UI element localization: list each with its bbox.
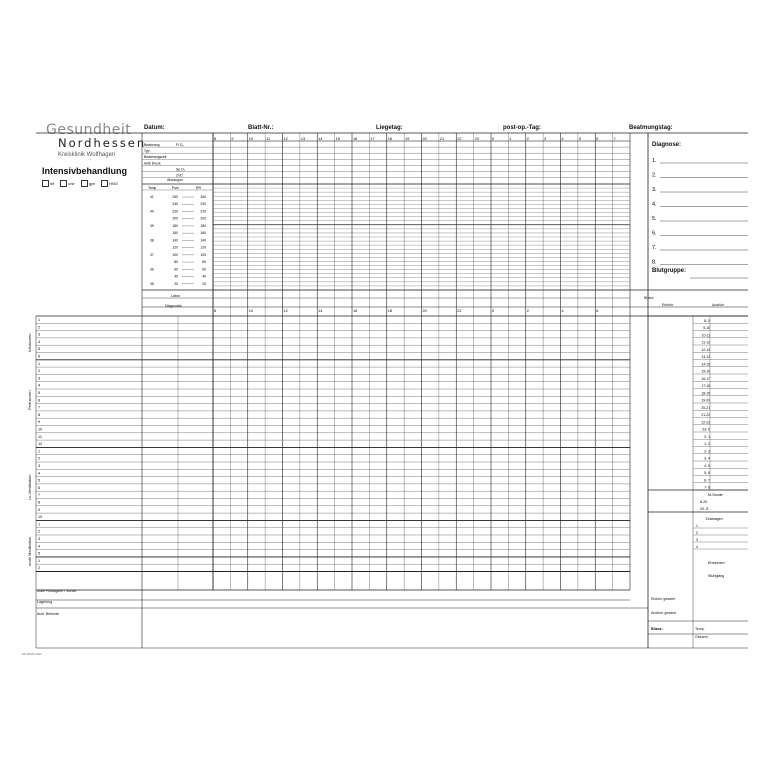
drainage-number: 1	[696, 524, 698, 528]
row-number: 4	[38, 544, 41, 549]
time-slot-label: 22-23	[701, 420, 710, 425]
hour-label: 17	[370, 137, 375, 141]
hour-label: 14	[318, 309, 323, 313]
time-slot-label: 9-10	[703, 326, 710, 330]
erbrechen-label: Erbrechen	[708, 561, 725, 565]
section-orale-medikation: orale Medikation	[27, 536, 32, 566]
hour-label: 21	[439, 137, 445, 141]
row-number: 9	[38, 420, 41, 425]
drainagen-label: Drainagen	[706, 517, 723, 521]
vital-rr-value: 140	[200, 238, 206, 243]
hour-label: 16	[353, 137, 358, 141]
hour-label: 5	[578, 137, 581, 141]
time-slot-label: 8- 9	[704, 318, 710, 323]
section-iv-medikation: i.v.-Medikation	[27, 474, 32, 500]
row-number: 10	[38, 427, 43, 432]
hour-label: 8	[214, 309, 217, 313]
hour-label: 10	[248, 309, 253, 313]
form-title: Intensivbehandlung	[42, 166, 128, 176]
row-number: 12	[38, 442, 43, 447]
time-slot-label: 6- 7	[704, 478, 710, 483]
row-number: 6	[38, 398, 41, 403]
hour-label: 4	[561, 309, 564, 313]
hour-label: 23	[474, 137, 479, 141]
row-number: 1	[38, 318, 41, 322]
hour-label: 4	[561, 137, 564, 141]
header-blatt: Blatt-Nr.:	[248, 125, 274, 131]
vent-row-label: ZVD	[176, 173, 183, 178]
vital-temp-value: 38	[150, 238, 154, 243]
diagnose-number: 1.	[652, 158, 657, 164]
vital-temp-value: 36	[150, 267, 154, 272]
bilanz-total-label: Bilanz:	[651, 627, 663, 631]
row-number: 3	[38, 376, 41, 381]
einfuhr-label: Einfuhr	[662, 303, 674, 307]
row-number: 5	[38, 551, 41, 556]
vital-temp-value: 40	[150, 209, 154, 214]
vital-rr-value: 180	[200, 223, 206, 228]
vital-pulse-value: 100	[172, 252, 178, 257]
ausfuhr-label: Ausfuhr	[712, 303, 725, 307]
vital-pulse-value: 120	[172, 245, 178, 250]
dept-label: HNO	[109, 181, 119, 186]
vital-rr-value: 220	[200, 209, 206, 214]
absaugen-label: Absaugen	[167, 178, 184, 182]
time-slot-label: 11-12	[701, 340, 710, 345]
blutgruppe-label: Blutgruppe:	[652, 268, 686, 274]
row-number: 2	[38, 456, 41, 461]
brand-region: Nordhessen	[58, 136, 147, 150]
row-number: 5	[38, 391, 41, 395]
row-number: 6	[38, 485, 41, 490]
dept-label: inf	[50, 181, 55, 186]
hour-label: 7	[613, 137, 616, 141]
hour-label: 13	[300, 137, 306, 141]
row-number: 2	[38, 529, 41, 534]
diagnose-number: 7.	[652, 245, 657, 251]
hour-label: 12	[283, 309, 288, 313]
vital-pulse-value: 220	[172, 209, 178, 214]
vital-temp-value: 35	[150, 281, 154, 286]
vent-row-label: Beatmungszeit	[144, 155, 167, 160]
time-slot-label: 3- 4	[704, 456, 710, 461]
hour-label: 22	[457, 309, 462, 313]
vent-row-label: Fi O₂	[176, 143, 184, 147]
time-slot-label: 21-22	[701, 413, 710, 417]
vital-pulse-value: 200	[172, 216, 178, 221]
vital-pulse-value: 20	[174, 281, 178, 286]
time-slot-label: 12-13	[701, 347, 710, 352]
msonde-8-20: 8-20	[700, 500, 708, 504]
hour-label: 11	[266, 137, 271, 141]
form-number: KK Wolfh 2011	[22, 652, 42, 656]
vent-row-label: ASB Druck	[144, 161, 161, 166]
oral-fluid-label: orale Flüssigkeit / Sonde	[37, 589, 77, 593]
hour-label: 10	[248, 137, 253, 141]
row-number: 9	[38, 507, 41, 512]
vital-temp-value: 39	[150, 223, 154, 228]
diagnose-label: Diagnose:	[652, 142, 682, 148]
dept-label: chir	[68, 181, 75, 186]
diagnostik-label: Diagnostik	[165, 304, 182, 308]
time-slot-label: 10-11	[701, 333, 710, 338]
vital-col-label: RR	[196, 186, 201, 190]
hour-label: 0	[492, 137, 495, 141]
vital-rr-value: 160	[200, 231, 206, 236]
time-slot-label: 17-18	[701, 384, 710, 388]
stuhlgang-label: Stuhlgang	[708, 574, 725, 578]
hour-label: 16	[353, 309, 358, 313]
vital-rr-value: 20	[202, 281, 206, 286]
hour-label: 6	[596, 309, 599, 313]
time-slot-label: 16-17	[701, 376, 710, 381]
row-number: 1	[38, 449, 41, 454]
vital-rr-value: 200	[200, 216, 206, 221]
drainage-number: 2	[696, 531, 698, 535]
vital-rr-value: 40	[202, 274, 206, 279]
temp-label: Temp.	[695, 627, 705, 631]
aerzt-label: ärztl. Befunde	[37, 612, 60, 616]
vent-row-label: Sp O₂	[176, 167, 186, 172]
hour-label: 6	[596, 137, 599, 141]
vital-pulse-value: 60	[174, 267, 178, 272]
hour-label: 2	[526, 309, 529, 313]
row-number: 2	[38, 566, 41, 571]
time-slot-label: 20-21	[701, 405, 710, 410]
row-number: 4	[38, 383, 41, 388]
msonde-20-8: 20- 8	[700, 507, 709, 511]
vent-row-label: Typ	[144, 149, 150, 154]
hour-label: 1	[509, 137, 512, 141]
row-number: 1	[38, 361, 41, 366]
vital-pulse-value: 260	[172, 195, 178, 199]
row-number: 3	[38, 537, 41, 541]
vital-rr-value: 80	[202, 260, 206, 265]
row-number: 8	[38, 500, 41, 505]
hour-label: 18	[387, 309, 392, 313]
row-number: 6	[38, 354, 41, 359]
row-number: 1	[38, 558, 41, 563]
dept-label: gyn	[88, 181, 96, 186]
ausfuhr-gesamt: Ausfuhr gesamt	[651, 611, 677, 615]
vital-pulse-value: 140	[172, 238, 178, 243]
time-slot-label: 2- 3	[704, 449, 710, 454]
section-infusionen: Infusionen	[27, 333, 32, 352]
time-slot-label: 0- 1	[704, 434, 710, 439]
vent-row-label: Beatmung	[144, 143, 160, 147]
hour-label: 2	[526, 137, 529, 141]
header-beatmungstag: Beatmungstag:	[629, 125, 673, 131]
time-slot-label: 15-16	[701, 369, 710, 374]
lagerung-label: Lagerung	[37, 600, 53, 604]
row-number: 11	[38, 434, 42, 439]
hour-label: 9	[231, 137, 234, 141]
vital-rr-value: 100	[200, 252, 206, 257]
drainage-number: 4	[696, 545, 698, 549]
clinic-name: Kreisklinik Wolfhagen	[58, 152, 116, 158]
header-liegetag: Liegetag:	[376, 125, 403, 131]
diagnose-number: 8.	[652, 259, 657, 266]
time-slot-label: 1- 2	[704, 442, 710, 446]
hour-label: 14	[318, 137, 323, 141]
time-slot-label: 14-15	[701, 362, 710, 367]
diagnose-number: 5.	[652, 216, 657, 222]
vital-pulse-value: 40	[174, 274, 178, 279]
hour-label: 3	[544, 137, 547, 141]
hour-label: 19	[405, 137, 410, 141]
row-number: 3	[38, 332, 41, 337]
diagnose-number: 4.	[652, 201, 657, 208]
time-slot-label: 19-20	[701, 398, 710, 403]
vital-col-label: Temp	[148, 186, 157, 190]
row-number: 2	[38, 325, 41, 330]
vital-pulse-value: 80	[174, 260, 178, 265]
time-slot-label: 4- 5	[704, 463, 710, 468]
vital-rr-value: 240	[200, 202, 206, 207]
hour-label: 0	[492, 309, 495, 313]
section-perfusoren: Perfusoren	[27, 390, 32, 410]
hour-label: 20	[422, 137, 427, 141]
time-slot-label: 23- 0	[702, 427, 710, 432]
row-number: 4	[38, 339, 41, 344]
vital-rr-value: 120	[200, 245, 206, 250]
hour-label: 20	[422, 309, 427, 313]
vital-pulse-value: 240	[172, 202, 178, 207]
labor-label: Labor	[171, 294, 181, 298]
time-slot-label: 5- 6	[704, 471, 710, 475]
time-slot-label: 7- 8	[704, 485, 710, 490]
time-slot-label: 18-19	[701, 391, 710, 396]
brand-name: Gesundheit	[46, 122, 132, 138]
drainage-number: 3	[696, 538, 698, 542]
row-number: 4	[38, 471, 41, 476]
diagnose-number: 6.	[652, 230, 657, 237]
row-number: 2	[38, 369, 41, 374]
hour-label: 8	[214, 137, 217, 141]
vital-col-label: Puls	[172, 186, 179, 190]
diagnose-number: 3.	[652, 187, 657, 193]
msonde-label: M-Sonde	[708, 493, 723, 497]
row-number: 10	[38, 515, 43, 520]
vital-temp-value: 41	[150, 195, 154, 199]
row-number: 7	[38, 493, 41, 498]
row-number: 1	[38, 522, 41, 527]
header-postop: post-op.-Tag:	[503, 125, 541, 131]
row-number: 3	[38, 464, 41, 468]
diagnose-number: 2.	[652, 172, 657, 179]
row-number: 5	[38, 347, 41, 352]
gesamt-label: Gesamt	[695, 635, 708, 639]
row-number: 5	[38, 478, 41, 483]
vital-rr-value: 260	[200, 195, 206, 199]
hour-label: 15	[335, 137, 340, 141]
row-number: 8	[38, 412, 41, 417]
bilanz-label: Bilanz	[644, 296, 654, 300]
vital-pulse-value: 160	[172, 231, 178, 236]
vital-rr-value: 60	[202, 267, 206, 272]
vital-temp-value: 37	[150, 252, 154, 257]
hour-label: 22	[457, 137, 462, 141]
time-slot-label: 13-14	[701, 355, 710, 359]
hour-label: 12	[283, 137, 288, 141]
header-datum: Datum:	[144, 125, 165, 131]
einfuhr-gesamt: Einfuhr gesamt	[651, 597, 676, 601]
row-number: 7	[38, 405, 41, 410]
hour-label: 18	[387, 137, 392, 141]
vital-pulse-value: 180	[172, 223, 178, 228]
